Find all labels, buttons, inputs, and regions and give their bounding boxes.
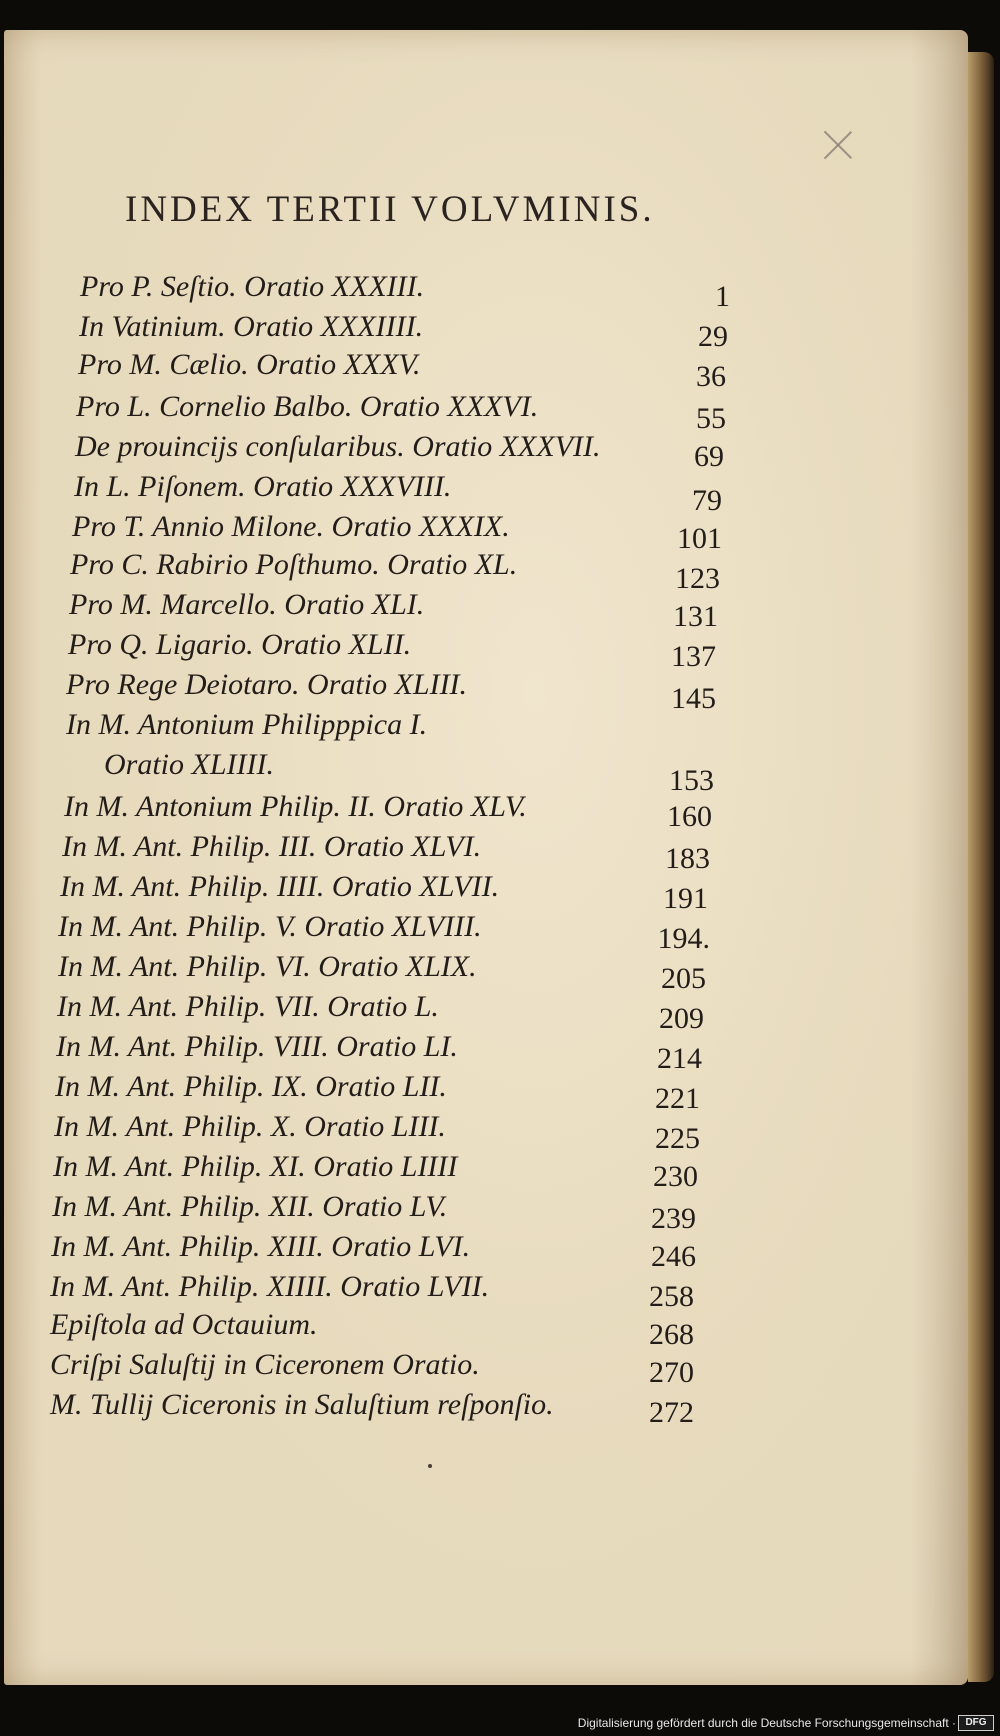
entry-text: In M. Antonium Philipppica I. — [66, 708, 428, 741]
entry-text: M. Tullij Ciceronis in Saluſtium reſponſio. — [50, 1388, 554, 1421]
entry-page: 209 — [659, 1002, 704, 1035]
entry-page: 79 — [692, 484, 722, 517]
digitization-credit: Digitalisierung gefördert durch die Deutsche Forschungsgemeinschaft · — [577, 1716, 956, 1730]
entry-text: In M. Ant. Philip. IIII. Oratio XLVII. — [60, 870, 500, 903]
entry-page: 239 — [651, 1202, 696, 1235]
entry-text: In M. Antonium Philip. II. Oratio XLV. — [64, 790, 527, 823]
entry-page: 246 — [651, 1240, 696, 1273]
entry-page: 258 — [649, 1280, 694, 1313]
entry-page: 29 — [698, 320, 728, 353]
entry-page: 145 — [671, 682, 716, 715]
entry-page: 268 — [649, 1318, 694, 1351]
entry-page: 1 — [715, 280, 730, 313]
entry-text: Pro T. Annio Milone. Oratio XXXIX. — [72, 510, 510, 543]
entry-text: De prouincijs conſularibus. Oratio XXXVII. — [75, 430, 601, 463]
entry-text: In M. Ant. Philip. VI. Oratio XLIX. — [58, 950, 477, 983]
ink-dot — [428, 1464, 432, 1468]
entry-text: In M. Ant. Philip. XIIII. Oratio LVII. — [50, 1270, 490, 1303]
entry-page: 230 — [653, 1160, 698, 1193]
entry-page: 191 — [663, 882, 708, 915]
entry-text: In M. Ant. Philip. XI. Oratio LIIII — [53, 1150, 458, 1183]
entry-page: 272 — [649, 1396, 694, 1429]
entry-text: In M. Ant. Philip. XIII. Oratio LVI. — [51, 1230, 471, 1263]
entry-page: 205 — [661, 962, 706, 995]
entry-page: 225 — [655, 1122, 700, 1155]
entry-page: 221 — [655, 1082, 700, 1115]
entry-text: Pro Rege Deiotaro. Oratio XLIII. — [66, 668, 468, 701]
entry-text: In M. Ant. Philip. VIII. Oratio LI. — [56, 1030, 458, 1063]
entry-page: 183 — [665, 842, 710, 875]
entry-text: Pro M. Marcello. Oratio XLI. — [69, 588, 425, 621]
entry-page: 160 — [667, 800, 712, 833]
entry-text: Oratio XLIIII. — [104, 748, 274, 781]
entry-text: Criſpi Saluſtij in Ciceronem Oratio. — [50, 1348, 480, 1381]
entry-page: 36 — [696, 360, 726, 393]
entry-text: Pro P. Seſtio. Oratio XXXIII. — [80, 270, 425, 303]
entry-page: 69 — [694, 440, 724, 473]
entry-page: 101 — [677, 522, 722, 555]
entry-text: In M. Ant. Philip. V. Oratio XLVIII. — [58, 910, 482, 943]
entry-page: 123 — [675, 562, 720, 595]
entry-page: 214 — [657, 1042, 702, 1075]
dfg-logo: DFG — [958, 1715, 994, 1731]
entry-text: In L. Piſonem. Oratio XXXVIII. — [74, 470, 452, 503]
entry-page: 55 — [696, 402, 726, 435]
entry-text: In M. Ant. Philip. VII. Oratio L. — [57, 990, 439, 1023]
entry-text: In M. Ant. Philip. XII. Oratio LV. — [52, 1190, 448, 1223]
entry-text: In M. Ant. Philip. IX. Oratio LII. — [55, 1070, 447, 1103]
entry-page: 131 — [673, 600, 718, 633]
entry-page: 270 — [649, 1356, 694, 1389]
entry-text: Epiſtola ad Octauium. — [50, 1308, 318, 1341]
index-title: INDEX TERTII VOLVMINIS. — [125, 189, 655, 230]
entry-page: 194. — [657, 922, 710, 955]
entry-text: Pro M. Cælio. Oratio XXXV. — [78, 348, 421, 381]
entry-text: Pro L. Cornelio Balbo. Oratio XXXVI. — [76, 390, 539, 423]
entry-text: Pro C. Rabirio Poſthumo. Oratio XL. — [70, 548, 518, 581]
entry-text: In M. Ant. Philip. III. Oratio XLVI. — [62, 830, 482, 863]
entry-text: In M. Ant. Philip. X. Oratio LIII. — [54, 1110, 446, 1143]
entry-text: In Vatinium. Oratio XXXIIII. — [79, 310, 424, 343]
entry-text: Pro Q. Ligario. Oratio XLII. — [68, 628, 412, 661]
entry-page: 153 — [669, 764, 714, 797]
entry-page: 137 — [671, 640, 716, 673]
